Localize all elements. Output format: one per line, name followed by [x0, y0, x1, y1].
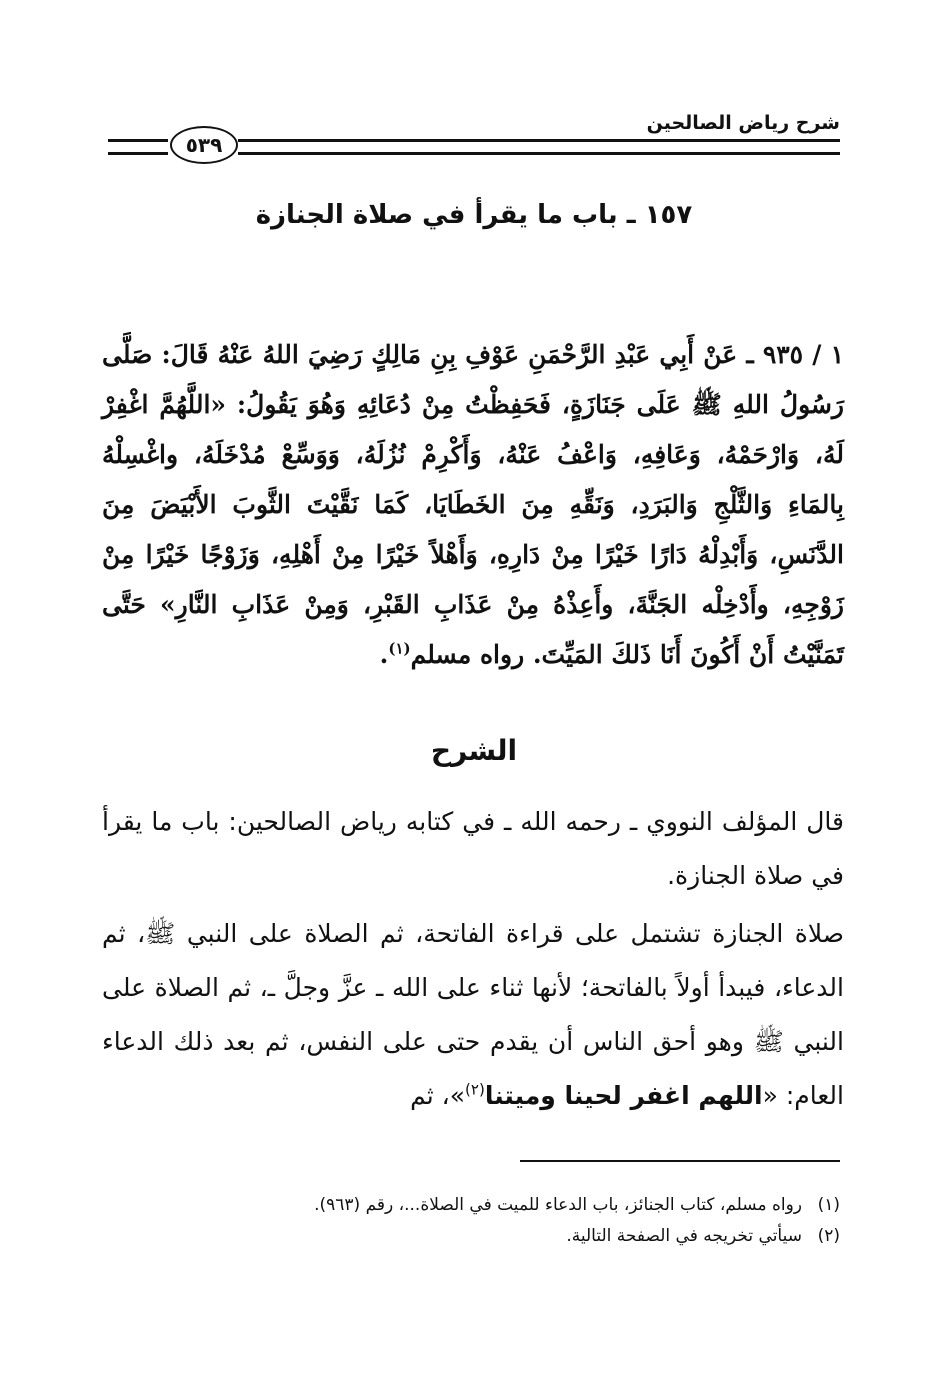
hadith-end: . — [379, 640, 389, 669]
footnote-2 — [108, 1221, 840, 1252]
footnote-2-number: (٢) — [817, 1226, 840, 1246]
hadith-body: ١ / ٩٣٥ ـ عَنْ أَبِي عَبْدِ الرَّحْمَنِ عَوْفِ بِنِ مَالِكٍ رَضِيَ اللهُ عَنْهُ قَالَ: صَلَّى رَسُولُ اللهِ ﷺ عَلَى جَنَازَةٍ، فَحَفِظْتُ مِنْ دُعَائِهِ وَهُوَ يَقُولُ: «اللَّهُمَّ اغْفِرْ لَهُ، وَارْحَمْهُ، وَعَافِهِ، وَاعْفُ عَنْهُ، وَأَكْرِمْ نُزُلَهُ، وَوَسِّعْ مُدْخَلَهُ، واغْسِلْهُ بِالمَاءِ وَالثَّلْجِ وَالبَرَدِ، وَنَقِّهِ مِنَ الخَطَايَا، كَمَا نَقَّيْتَ الثَّوبَ الأَبْيَضَ مِنَ الدَّنَسِ، وَأَبْدِلْهُ دَارًا خَيْرًا مِنْ دَارِهِ، وَأَهْلاً خَيْرًا مِنْ أَهْلِهِ، وَزَوْجًا خَيْرًا مِنْ زَوْجِهِ، وأَدْخِلْه الجَنَّةَ، وأَعِذْهُ مِنْ عَذَابِ القَبْرِ، وَمِنْ عَذَابِ النَّارِ» حَتَّى تَمَنَّيْتُ أَنْ أَكُونَ أَنَا ذَلكَ المَيِّتَ. رواه مسلم — [102, 340, 844, 669]
hadith-text — [102, 330, 844, 680]
quoted-dua: اللهم اغفر لحينا وميتنا — [484, 1081, 763, 1110]
footnote-1-text: رواه مسلم، كتاب الجنائز، باب الدعاء للميت في الصلاة...، رقم (٩٦٣). — [314, 1195, 802, 1215]
running-title: شرح رياض الصالحين — [646, 112, 840, 134]
footnote-ref-1[interactable]: (١) — [388, 639, 411, 658]
footnote-separator — [520, 1160, 840, 1162]
footnote-1-number: (١) — [817, 1195, 840, 1215]
page-number: ٥٣٩ — [170, 126, 238, 164]
header-rule-right — [238, 139, 840, 155]
footnote-1 — [108, 1190, 840, 1221]
commentary-text — [102, 795, 844, 1123]
paragraph-2-start: صلاة الجنازة تشتمل على قراءة الفاتحة، ثم الصلاة على النبي ﷺ، ثم الدعاء، فيبدأ أولاً بالفاتحة؛ لأنها ثناء على الله ـ عزَّ وجلَّ ـ، ثم الصلاة على النبي ﷺ وهو أحق الناس أن يقدم حتى على النفس، ثم بعد ذلك الدعاء العام: « — [102, 919, 844, 1110]
footnote-ref-2[interactable]: (٢) — [465, 1080, 485, 1099]
header-rule-left — [108, 139, 168, 155]
paragraph-2-end: »، ثم — [410, 1081, 466, 1110]
footnotes — [108, 1190, 840, 1252]
commentary-heading: الشرح — [430, 734, 518, 767]
chapter-title: ١٥٧ ـ باب ما يقرأ في صلاة الجنازة — [255, 200, 693, 230]
commentary-paragraph-2 — [102, 907, 844, 1123]
commentary-paragraph-1: قال المؤلف النووي ـ رحمه الله ـ في كتابه رياض الصالحين: باب ما يقرأ في صلاة الجنازة. — [102, 807, 844, 890]
footnote-2-text: سيأتي تخريجه في الصفحة التالية. — [566, 1226, 802, 1246]
